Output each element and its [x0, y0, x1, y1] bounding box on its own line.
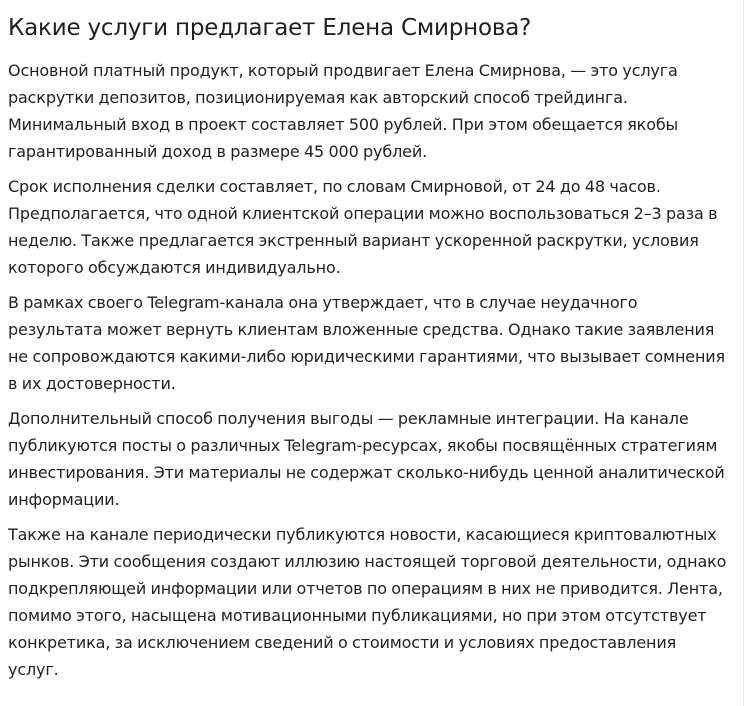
paragraph-ad-integrations: Дополнительный способ получения выгоды — рекламные интеграции. На канале публикуются посты о различных Telegram-ресурсах, якобы посвящённых стратегиям инвестирования. Эти материалы не содержат сколько-нибудь ценной аналитической информации.: [8, 409, 725, 509]
article-section: [8, 10, 728, 691]
paragraph-refund-claims: В рамках своего Telegram-канала она утверждает, что в случае неудачного результата может вернуть клиентам вложенные средства. Однако такие заявления не сопровождаются какими-либо юридическими гарантиями, что вызывает сомнения в их достоверности.: [8, 293, 726, 393]
paragraph-main-product: Основной платный продукт, который продвигает Елена Смирнова, — это услуга раскрутки депозитов, позиционируемая как авторский способ трейдинга. Минимальный вход в проект составляет 500 рублей. При этом обещается якобы гарантированный доход в размере 45 000 рублей.: [8, 61, 679, 161]
paragraph-deal-terms: Срок исполнения сделки составляет, по словам Смирновой, от 24 до 48 часов. Предполагается, что одной клиентской операции можно воспользоваться 2–3 раза в неделю. Также предлагается экстренный вариант ускоренной раскрутки, условия которого обсуждаются индивидуально.: [8, 177, 718, 277]
section-heading: Какие услуги предлагает Елена Смирнова?: [8, 15, 532, 41]
paragraph-crypto-news: Также на канале периодически публикуются новости, касающиеся криптовалютных рынков. Эти сообщения создают иллюзию настоящей торговой деятельности, однако подкрепляющей информации или отчетов по операциям в них не приводится. Лента, помимо этого, насыщена мотивационными публикациями, но при этом отсутствует конкретика, за исключением сведений о стоимости и условиях предоставления услуг.: [8, 525, 727, 679]
